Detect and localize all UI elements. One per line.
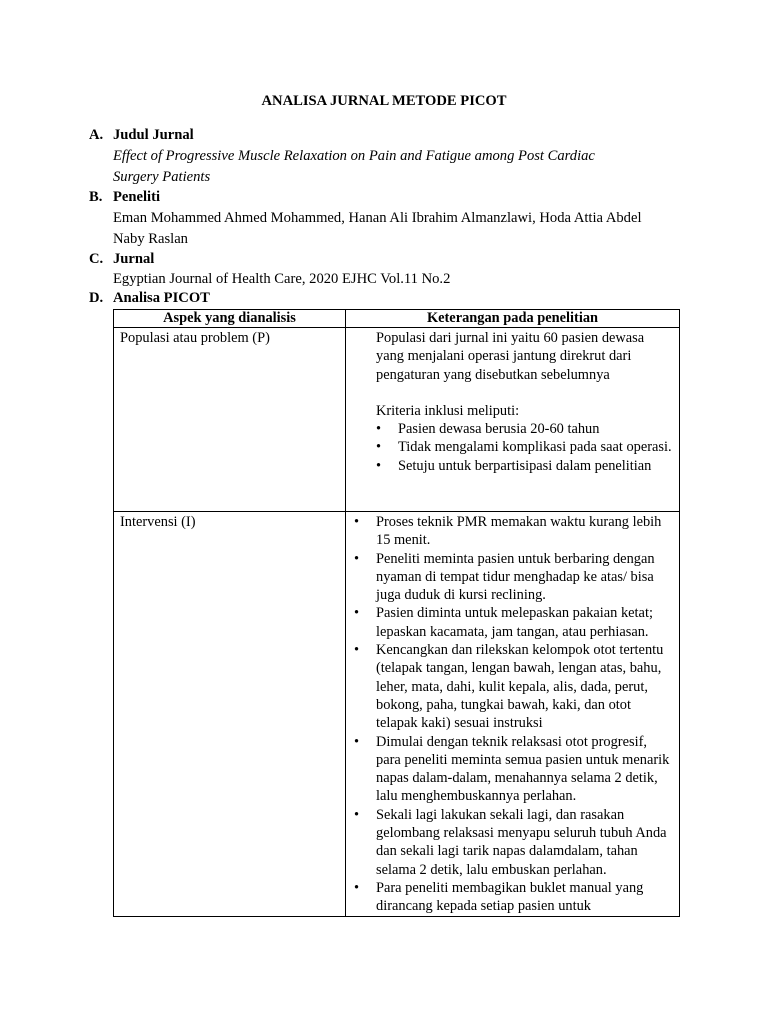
authors-line: Eman Mohammed Ahmed Mohammed, Hanan Ali Ibrahim Almanzlawi, Hoda Attia Abdel [113, 210, 642, 226]
population-intro: Populasi dari jurnal ini yaitu 60 pasien dewasa yang menjalani operasi jantung direkrut dari pengaturan yang disebutkan sebelumnya [376, 330, 645, 383]
header-description: Keterangan pada penelitian [346, 310, 680, 328]
list-item: • Pasien diminta untuk melepaskan pakaian ketat; lepaskan kacamata, jam tangan, atau perhiasan. [354, 604, 673, 641]
table-header-row [114, 310, 680, 328]
table-row [114, 512, 680, 917]
list-item: • Kencangkan dan rilekskan kelompok otot tertentu (telapak tangan, lengan bawah, lengan atas, bahu, leher, mata, dahi, kulit kepala, alis, dada, perut, bokong, paha, tungkai bawah, kaki, dan otot telapak kaki) sesuai instruksi [354, 641, 673, 732]
journal-title-line: Effect of Progressive Muscle Relaxation on Pain and Fatigue among Post Cardiac [113, 148, 595, 164]
section-c-heading [89, 249, 689, 270]
criteria-label: Kriteria inklusi meliputi: [376, 402, 520, 419]
list-item: • Tidak mengalami komplikasi pada saat operasi. [376, 438, 673, 456]
section-a-heading [89, 125, 689, 146]
authors-text [113, 208, 673, 249]
journal-title-text [113, 146, 673, 187]
section-letter: D. [89, 290, 104, 306]
aspect-cell: Intervensi (I) [114, 512, 346, 917]
section-heading: Peneliti [113, 189, 161, 205]
journal-name-text [113, 269, 673, 290]
section-heading: Jurnal [113, 251, 155, 267]
description-cell [346, 512, 680, 917]
list-item: • Peneliti meminta pasien untuk berbaring dengan nyaman di tempat tidur menghadap ke atas/ bisa juga duduk di kursi reclining. [354, 550, 673, 605]
section-heading: Judul Jurnal [113, 127, 194, 143]
list-item: • Pasien dewasa berusia 20-60 tahun [376, 420, 673, 438]
authors-line: Naby Raslan [113, 230, 188, 247]
list-item: • Para peneliti membagikan buklet manual yang dirancang kepada setiap pasien untuk [354, 879, 673, 916]
picot-table [113, 309, 680, 917]
list-item: • Sekali lagi lakukan sekali lagi, dan rasakan gelombang relaksasi menyapu seluruh tubuh Anda dan sekali lagi tarik napas dalamdalam, tahan selama 2 detik, lalu embuskan perlahan. [354, 806, 673, 879]
aspect-cell: Populasi atau problem (P) [114, 328, 346, 512]
section-letter: B. [89, 189, 103, 205]
document-title: ANALISA JURNAL METODE PICOT [261, 93, 507, 109]
table-row [114, 328, 680, 512]
journal-title-line: Surgery Patients [113, 168, 211, 185]
criteria-list [376, 420, 673, 475]
section-letter: A. [89, 127, 104, 143]
section-heading: Analisa PICOT [113, 290, 210, 306]
intervention-list [354, 513, 673, 916]
section-b-heading [89, 187, 689, 208]
description-cell [346, 328, 680, 512]
journal-name-line: Egyptian Journal of Health Care, 2020 EJHC Vol.11 No.2 [113, 271, 451, 287]
section-letter: C. [89, 251, 104, 267]
list-item: • Setuju untuk berpartisipasi dalam penelitian [376, 457, 673, 475]
list-item: • Proses teknik PMR memakan waktu kurang lebih 15 menit. [354, 513, 673, 550]
header-aspect: Aspek yang dianalisis [114, 310, 346, 328]
section-d-heading [89, 288, 689, 309]
list-item: • Dimulai dengan teknik relaksasi otot progresif, para peneliti meminta semua pasien untuk menarik napas dalam-dalam, menahannya selama 2 detik, lalu menghembuskannya perlahan. [354, 733, 673, 806]
